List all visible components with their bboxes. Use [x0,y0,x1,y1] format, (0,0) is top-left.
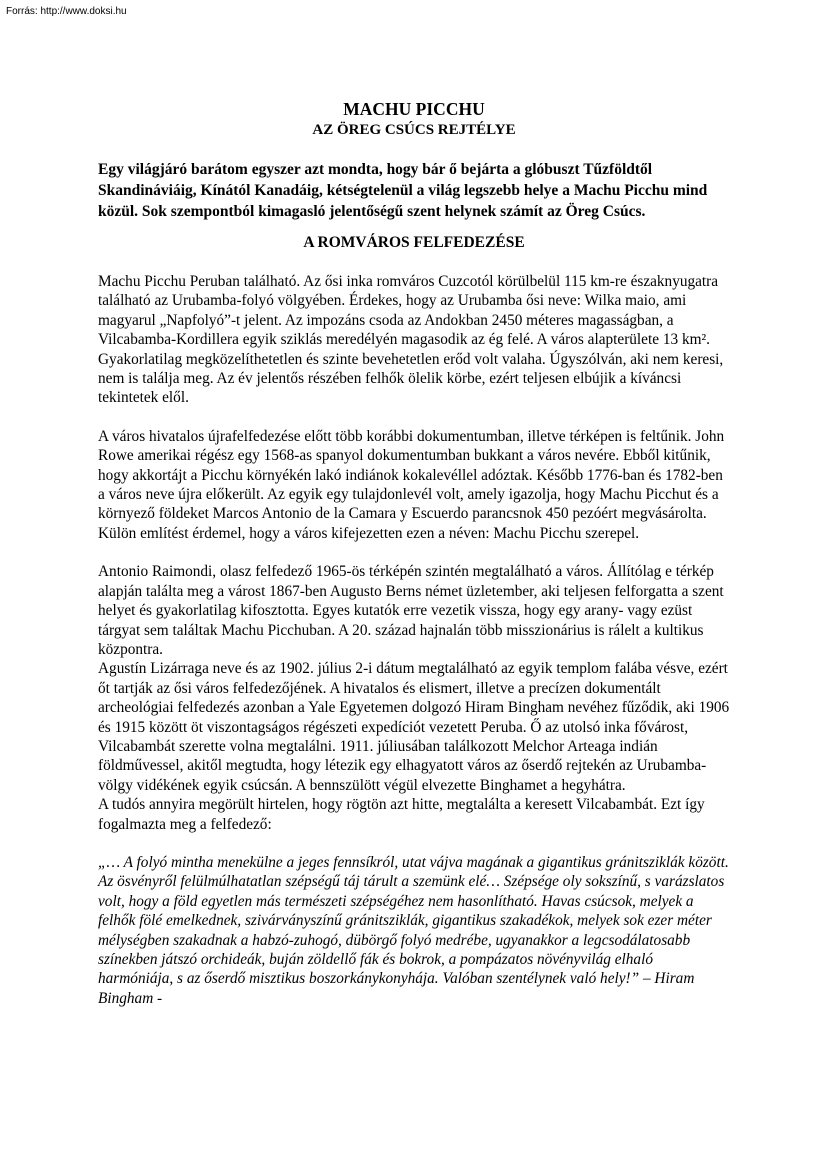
body-paragraph-3: Antonio Raimondi, olasz felfedező 1965-ös térképén szintén megtalálható a város. Állítólag e térkép alapján találta meg a várost 1867-ben Augusto Berns német üzletember, aki teljesen felforgatta a szent helyet és gyakorlatilag kifosztotta. Egyes kutatók erre vezetik vissza, hogy egy arany- vagy ezüst tárgyat sem találtak Machu Picchuban. A 20. század hajnalán több misszionárius is rálelt a kultikus központra. [98,563,724,658]
body-paragraph-2: A város hivatalos újrafelfedezése előtt több korábbi dokumentumban, illetve térképen is feltűnik. John Rowe amerikai régész egy 1568-as spanyol dokumentumban bukkant a város nevére. Ebből kitűnik, hogy akkortájt a Picchu környékén lakó indiánok kokalevéllel adóztak. Később 1776-ban és 1782-ben a város neve újra előkerült. Az egyik egy tulajdonlevél volt, amely igazolja, hogy Machu Picchut és a környező földeket Marcos Antonio de la Camara y Escuerdo parancsnok 450 pezóért megvásárolta. Külön említést érdemel, hogy a város kifejezetten ezen a néven: Machu Picchu szerepel. [98,427,725,542]
page-subtitle: AZ ÖREG CSÚCS REJTÉLYE [312,122,516,138]
lead-paragraph: Egy világjáró barátom egyszer azt mondta, hogy bár ő bejárta a glóbuszt Tűzföldtől Skandináviáig, Kínától Kanadáig, kétségtelenül a világ legszebb helye a Machu Picchu mind közül. Sok szempontból kimagasló jelentőségű szent helynek számít az Öreg Csúcs. [98,161,708,220]
body-paragraph-1: Machu Picchu Peruban található. Az ősi inka romváros Cuzcotól körülbelül 115 km-re északnyugatra található az Urubamba-folyó völgyében. Érdekes, hogy az Urubamba ősi neve: Wilka maio, ami magyarul „Napfolyó”-t jelent. Az impozáns csoda az Andokban 2450 méteres magasságban, a Vilcabamba-Kordillera egyik sziklás meredélyén magasodik az ég felé. A város alapterülete 13 km². Gyakorlatilag megközelíthetetlen és szinte bevehetetlen erőd volt valaha. Úgyszólván, aki nem keresi, nem is találja meg. Az év jelentős részében felhők ölelik körbe, ezért teljesen elbújik a kíváncsi tekintetek elől. [98,273,724,407]
page-title: MACHU PICCHU [343,99,485,119]
source-label: Forrás: http://www.doksi.hu [6,6,127,17]
body-paragraph-4: Agustín Lizárraga neve és az 1902. július 2-i dátum megtalálható az egyik templom falába vésve, ezért őt tartják az ősi város felfedezőjének. A hivatalos és elismert, illetve a precízen dokumentált archeológiai felfedezés azonban a Yale Egyetemen dolgozó Hiram Bingham nevéhez fűződik, aki 1906 és 1915 között öt viszontagságos régészeti expedíciót vezetett Peruba. Ő az utolsó inka fővárost, Vilcabambát szerette volna megtalálni. 1911. júliusában találkozott Melchor Arteaga indián földművessel, akitől megtudta, hogy létezik egy elhagyatott város az őserdő rejtekén az Urubamba-völgy vidékének egyik csúcsán. A bennszülött végül elvezette Binghamet a hegyhátra. [98,660,730,794]
body-paragraph-5: A tudós annyira megörült hirtelen, hogy rögtön azt hitte, megtalálta a keresett Vilcabambát. Ezt így fogalmazta meg a felfedező: [98,796,705,833]
bingham-quote: „… A folyó mintha menekülne a jeges fennsíkról, utat vájva magának a gigantikus gránitsziklák között. Az ösvényről felülmúlhatatlan szépségű táj tárult a szemünk elé… Szépsége oly sokszínű, s varázslatos volt, hogy a föld egyetlen más természeti szépségéhez nem hasonlítható. Havas csúcsok, melyek a felhők fölé emelkednek, szivárványszínű gránitsziklák, gigantikus szakadékok, melyek sok ezer méter mélységben szakadnak a habzó-zuhogó, dübörgő folyó medrébe, ugyanakkor a legcsodálatosabb színekben játszó orchideák, buján zöldellő fák és bokrok, a pompázatos növényvilág elhaló harmóniája, s az őserdő misztikus boszorkánykonyhája. Valóban szentélynek való hely!” – Hiram Bingham - [98,853,729,1007]
section-heading: A ROMVÁROS FELFEDEZÉSE [303,234,525,251]
document-page [98,98,730,1008]
